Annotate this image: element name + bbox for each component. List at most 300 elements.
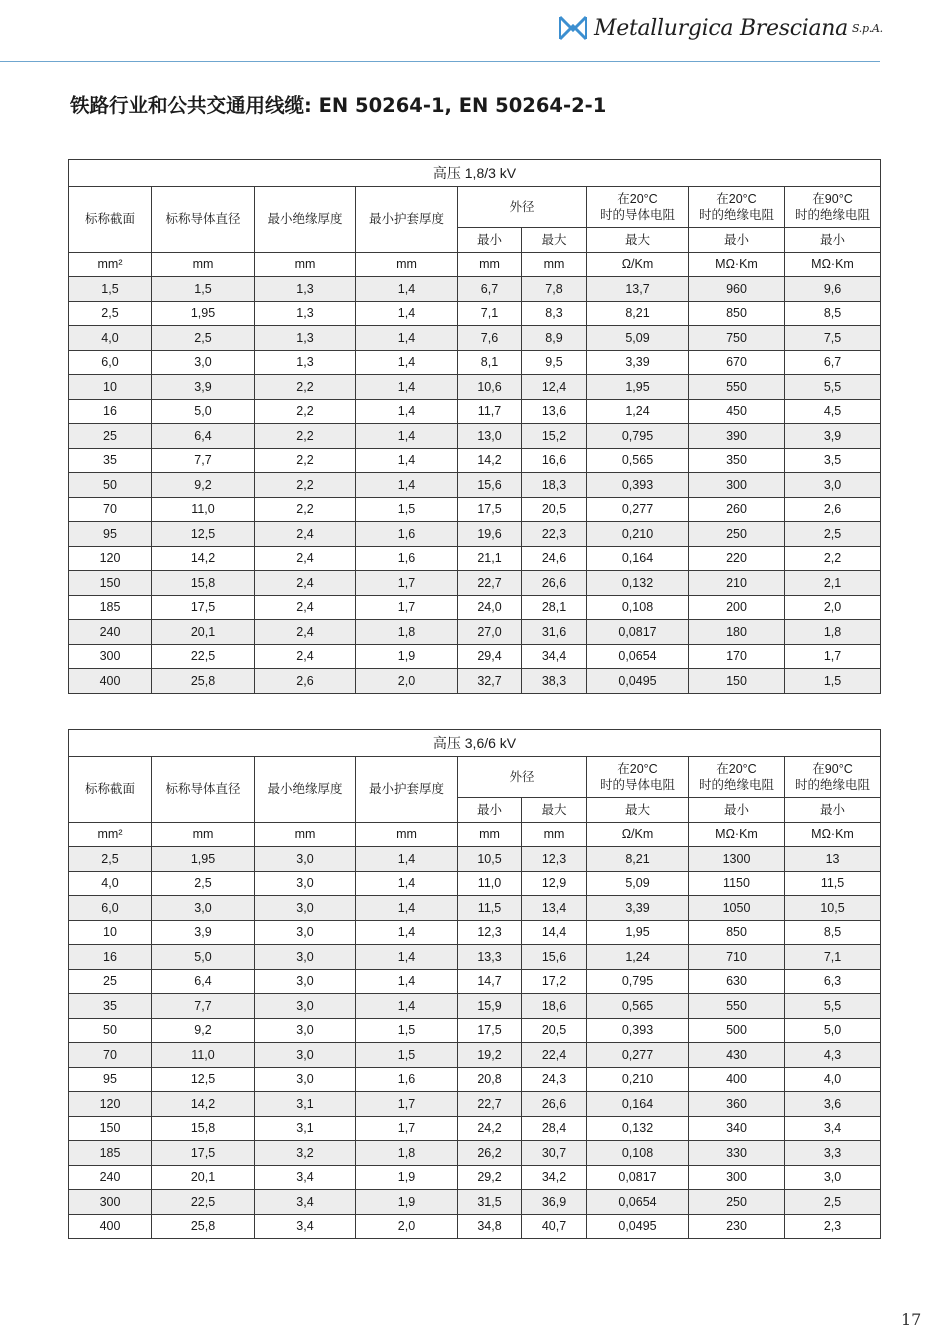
table-cell: 2,4	[255, 571, 356, 596]
table-cell: 240	[69, 1165, 152, 1190]
table-row	[69, 644, 881, 669]
table-cell: 2,2	[255, 424, 356, 449]
table-cell: 2,5	[152, 871, 255, 896]
table-cell: 6,7	[785, 350, 881, 375]
table-cell: 2,4	[255, 595, 356, 620]
table-cell: 3,1	[255, 1116, 356, 1141]
col-subheader-max: 最大	[587, 798, 689, 823]
table-cell: 4,0	[69, 871, 152, 896]
table-cell: 0,277	[587, 497, 689, 522]
table-cell: 17,5	[152, 1141, 255, 1166]
table-cell: 19,2	[458, 1043, 522, 1068]
table-cell: 450	[689, 399, 785, 424]
table-cell: 8,1	[458, 350, 522, 375]
col-header-insulation-thickness: 最小绝缘厚度	[255, 187, 356, 253]
table-cell: 2,4	[255, 522, 356, 547]
table-row	[69, 375, 881, 400]
col-header-insulation-resistance-20: 在20°C 时的绝缘电阻	[689, 187, 785, 228]
table-cell: 0,210	[587, 1067, 689, 1092]
table-row	[69, 571, 881, 596]
table-cell: 0,393	[587, 1018, 689, 1043]
table-row	[69, 669, 881, 694]
table-cell: 2,6	[255, 669, 356, 694]
table-row	[69, 847, 881, 872]
table-cell: 3,0	[255, 896, 356, 921]
table-cell: 1,5	[356, 1043, 458, 1068]
table-cell: 20,5	[522, 1018, 587, 1043]
table-cell: 1,8	[356, 1141, 458, 1166]
table-cell: 3,0	[152, 896, 255, 921]
table-cell: 0,0654	[587, 1190, 689, 1215]
table-cell: 4,0	[69, 326, 152, 351]
table-cell: 1,7	[356, 1116, 458, 1141]
col-header-outer-diameter: 外径	[458, 757, 587, 798]
table-row	[69, 448, 881, 473]
table-cell: 1,4	[356, 920, 458, 945]
table-cell: 210	[689, 571, 785, 596]
table-cell: 1,6	[356, 546, 458, 571]
table-cell: 1,3	[255, 350, 356, 375]
table-cell: 3,4	[785, 1116, 881, 1141]
table-row	[69, 350, 881, 375]
table-cell: 1,5	[152, 277, 255, 302]
table-cell: 0,132	[587, 1116, 689, 1141]
table-cell: 220	[689, 546, 785, 571]
spec-table-1-8-3kv	[68, 159, 881, 694]
table-row	[69, 1214, 881, 1239]
table-row	[69, 969, 881, 994]
table-cell: 3,0	[255, 994, 356, 1019]
table-cell: 0,164	[587, 1092, 689, 1117]
table-cell: 2,5	[152, 326, 255, 351]
table-cell: 3,0	[255, 1067, 356, 1092]
table-cell: 0,0817	[587, 620, 689, 645]
table-cell: 50	[69, 473, 152, 498]
unit-cell: MΩ·Km	[785, 252, 881, 277]
table-cell: 2,4	[255, 620, 356, 645]
table-cell: 0,0817	[587, 1165, 689, 1190]
table-row	[69, 896, 881, 921]
table-cell: 1,3	[255, 301, 356, 326]
table-cell: 2,0	[356, 1214, 458, 1239]
table-cell: 22,4	[522, 1043, 587, 1068]
table-cell: 1,4	[356, 448, 458, 473]
table-cell: 6,3	[785, 969, 881, 994]
table-cell: 15,6	[458, 473, 522, 498]
table-cell: 3,9	[785, 424, 881, 449]
table-cell: 1,4	[356, 399, 458, 424]
table-cell: 32,7	[458, 669, 522, 694]
table-cell: 10,5	[785, 896, 881, 921]
table-row	[69, 1067, 881, 1092]
table-cell: 11,5	[785, 871, 881, 896]
table-cell: 2,5	[785, 522, 881, 547]
table-cell: 1300	[689, 847, 785, 872]
table-cell: 25	[69, 969, 152, 994]
table-cell: 6,0	[69, 350, 152, 375]
table-cell: 1,4	[356, 350, 458, 375]
table-cell: 1,4	[356, 945, 458, 970]
table-cell: 17,5	[458, 1018, 522, 1043]
table-cell: 11,0	[152, 1043, 255, 1068]
table-cell: 7,7	[152, 448, 255, 473]
table-cell: 1,4	[356, 871, 458, 896]
table-cell: 12,3	[458, 920, 522, 945]
table-cell: 300	[69, 644, 152, 669]
table-cell: 22,7	[458, 571, 522, 596]
table-row	[69, 1092, 881, 1117]
table-cell: 3,0	[255, 847, 356, 872]
table-cell: 14,7	[458, 969, 522, 994]
table-cell: 9,2	[152, 1018, 255, 1043]
table-cell: 10	[69, 920, 152, 945]
table-cell: 240	[69, 620, 152, 645]
table-cell: 26,6	[522, 571, 587, 596]
table-cell: 17,5	[458, 497, 522, 522]
table-cell: 750	[689, 326, 785, 351]
table-cell: 185	[69, 1141, 152, 1166]
table-row	[69, 497, 881, 522]
unit-cell: Ω/Km	[587, 822, 689, 847]
unit-cell: Ω/Km	[587, 252, 689, 277]
table-cell: 4,0	[785, 1067, 881, 1092]
table-cell: 15,9	[458, 994, 522, 1019]
table-cell: 25,8	[152, 669, 255, 694]
table-cell: 3,0	[785, 473, 881, 498]
table-cell: 21,1	[458, 546, 522, 571]
table-cell: 30,7	[522, 1141, 587, 1166]
table-row	[69, 301, 881, 326]
table-cell: 0,164	[587, 546, 689, 571]
table-cell: 330	[689, 1141, 785, 1166]
table-cell: 1050	[689, 896, 785, 921]
table-cell: 3,4	[255, 1190, 356, 1215]
table-cell: 550	[689, 375, 785, 400]
col-header-conductor-resistance: 在20°C 时的导体电阻	[587, 187, 689, 228]
unit-cell: MΩ·Km	[689, 252, 785, 277]
col-header-insulation-thickness: 最小绝缘厚度	[255, 757, 356, 823]
table-cell: 2,2	[255, 473, 356, 498]
table-cell: 20,1	[152, 620, 255, 645]
table-cell: 260	[689, 497, 785, 522]
table-cell: 11,5	[458, 896, 522, 921]
table-cell: 31,5	[458, 1190, 522, 1215]
table-cell: 1,8	[356, 620, 458, 645]
table-cell: 28,1	[522, 595, 587, 620]
table-cell: 1,7	[356, 571, 458, 596]
table-cell: 10	[69, 375, 152, 400]
table-cell: 850	[689, 920, 785, 945]
table-row	[69, 945, 881, 970]
table-cell: 4,3	[785, 1043, 881, 1068]
table-cell: 1,95	[152, 847, 255, 872]
table-cell: 14,4	[522, 920, 587, 945]
table-cell: 95	[69, 522, 152, 547]
table-row	[69, 473, 881, 498]
table-cell: 3,39	[587, 350, 689, 375]
col-subheader-min: 最小	[785, 798, 881, 823]
table-cell: 0,0495	[587, 1214, 689, 1239]
table-cell: 3,9	[152, 920, 255, 945]
table-cell: 13,0	[458, 424, 522, 449]
table-cell: 6,4	[152, 969, 255, 994]
table-cell: 2,5	[69, 301, 152, 326]
table-cell: 20,8	[458, 1067, 522, 1092]
table-cell: 1,7	[356, 595, 458, 620]
col-subheader-max: 最大	[587, 228, 689, 253]
table-cell: 18,6	[522, 994, 587, 1019]
unit-cell: MΩ·Km	[689, 822, 785, 847]
unit-cell: mm	[152, 822, 255, 847]
table-cell: 17,2	[522, 969, 587, 994]
table-cell: 3,39	[587, 896, 689, 921]
table-cell: 1,4	[356, 301, 458, 326]
table-cell: 8,5	[785, 301, 881, 326]
table-cell: 1,4	[356, 424, 458, 449]
table-cell: 13,3	[458, 945, 522, 970]
table-cell: 13,7	[587, 277, 689, 302]
table-cell: 7,8	[522, 277, 587, 302]
col-header-insulation-resistance-90: 在90°C 时的绝缘电阻	[785, 187, 881, 228]
table-cell: 2,0	[785, 595, 881, 620]
table-cell: 250	[689, 522, 785, 547]
table-cell: 11,0	[152, 497, 255, 522]
table-cell: 8,9	[522, 326, 587, 351]
table-cell: 7,1	[458, 301, 522, 326]
table-cell: 1,6	[356, 1067, 458, 1092]
table-cell: 300	[689, 473, 785, 498]
table-cell: 0,795	[587, 424, 689, 449]
table-row	[69, 920, 881, 945]
table-cell: 2,5	[69, 847, 152, 872]
unit-cell: mm	[255, 822, 356, 847]
table-cell: 7,1	[785, 945, 881, 970]
table-cell: 29,2	[458, 1165, 522, 1190]
table-row	[69, 1141, 881, 1166]
table-cell: 1,5	[356, 497, 458, 522]
table-cell: 0,795	[587, 969, 689, 994]
table-cell: 12,4	[522, 375, 587, 400]
unit-cell: mm	[458, 252, 522, 277]
table-cell: 13,6	[522, 399, 587, 424]
table-cell: 3,6	[785, 1092, 881, 1117]
table-cell: 1,5	[69, 277, 152, 302]
table-cell: 13,4	[522, 896, 587, 921]
table-cell: 5,0	[152, 945, 255, 970]
table-cell: 1,4	[356, 969, 458, 994]
table-cell: 35	[69, 448, 152, 473]
table-cell: 24,0	[458, 595, 522, 620]
table-cell: 12,3	[522, 847, 587, 872]
brand-name: Metallurgica Bresciana	[594, 15, 848, 41]
table-cell: 25,8	[152, 1214, 255, 1239]
table-cell: 3,0	[255, 1018, 356, 1043]
table-cell: 26,6	[522, 1092, 587, 1117]
table-cell: 4,5	[785, 399, 881, 424]
table-cell: 34,4	[522, 644, 587, 669]
table-cell: 22,5	[152, 644, 255, 669]
col-header-outer-diameter: 外径	[458, 187, 587, 228]
table-cell: 50	[69, 1018, 152, 1043]
page-header	[0, 0, 947, 62]
col-header-conductor-resistance: 在20°C 时的导体电阻	[587, 757, 689, 798]
table-cell: 28,4	[522, 1116, 587, 1141]
table-cell: 1150	[689, 871, 785, 896]
table-cell: 1,95	[152, 301, 255, 326]
table-cell: 1,4	[356, 994, 458, 1019]
table-row	[69, 326, 881, 351]
table-cell: 0,0654	[587, 644, 689, 669]
page-number: 17	[901, 1310, 922, 1329]
table-cell: 7,6	[458, 326, 522, 351]
table-cell: 12,9	[522, 871, 587, 896]
col-header-conductor-diameter: 标称导体直径	[152, 187, 255, 253]
table-cell: 5,5	[785, 375, 881, 400]
table-cell: 95	[69, 1067, 152, 1092]
table-cell: 0,393	[587, 473, 689, 498]
page-title: 铁路行业和公共交通用线缆: EN 50264-1, EN 50264-2-1	[70, 94, 607, 117]
table-cell: 38,3	[522, 669, 587, 694]
table-cell: 390	[689, 424, 785, 449]
unit-cell: mm²	[69, 822, 152, 847]
table-cell: 15,8	[152, 571, 255, 596]
table-cell: 5,0	[152, 399, 255, 424]
table-cell: 2,4	[255, 546, 356, 571]
table-row	[69, 277, 881, 302]
col-header-section: 标称截面	[69, 187, 152, 253]
col-subheader-min: 最小	[458, 798, 522, 823]
table-cell: 710	[689, 945, 785, 970]
table-cell: 13	[785, 847, 881, 872]
table-cell: 7,7	[152, 994, 255, 1019]
table-cell: 3,0	[255, 871, 356, 896]
table-cell: 22,3	[522, 522, 587, 547]
table-cell: 34,8	[458, 1214, 522, 1239]
table-row	[69, 871, 881, 896]
table-cell: 15,8	[152, 1116, 255, 1141]
table-cell: 5,5	[785, 994, 881, 1019]
table-cell: 3,0	[255, 920, 356, 945]
table-cell: 350	[689, 448, 785, 473]
table-cell: 1,9	[356, 1165, 458, 1190]
table-cell: 0,277	[587, 1043, 689, 1068]
unit-cell: mm	[356, 252, 458, 277]
table-cell: 15,6	[522, 945, 587, 970]
col-subheader-min: 最小	[458, 228, 522, 253]
table-cell: 34,2	[522, 1165, 587, 1190]
table-cell: 20,5	[522, 497, 587, 522]
table-cell: 185	[69, 595, 152, 620]
table-cell: 6,7	[458, 277, 522, 302]
table-row	[69, 424, 881, 449]
table-cell: 14,2	[152, 546, 255, 571]
table-cell: 3,4	[255, 1214, 356, 1239]
table-cell: 300	[689, 1165, 785, 1190]
table-cell: 0,108	[587, 1141, 689, 1166]
unit-cell: mm	[458, 822, 522, 847]
table-cell: 1,7	[356, 1092, 458, 1117]
table-cell: 11,7	[458, 399, 522, 424]
table-cell: 16,6	[522, 448, 587, 473]
col-subheader-max: 最大	[522, 798, 587, 823]
table-cell: 8,21	[587, 301, 689, 326]
table-row	[69, 1043, 881, 1068]
table-row	[69, 522, 881, 547]
table-cell: 7,5	[785, 326, 881, 351]
table-cell: 9,6	[785, 277, 881, 302]
table-cell: 3,1	[255, 1092, 356, 1117]
table-cell: 27,0	[458, 620, 522, 645]
table-cell: 1,7	[785, 644, 881, 669]
table-cell: 3,2	[255, 1141, 356, 1166]
table-cell: 12,5	[152, 522, 255, 547]
table-cell: 630	[689, 969, 785, 994]
unit-cell: MΩ·Km	[785, 822, 881, 847]
table-cell: 3,0	[785, 1165, 881, 1190]
table-cell: 31,6	[522, 620, 587, 645]
company-logo	[558, 14, 883, 42]
spec-table-3-6-6kv	[68, 729, 881, 1239]
table-cell: 10,5	[458, 847, 522, 872]
table-cell: 24,6	[522, 546, 587, 571]
table-cell: 3,3	[785, 1141, 881, 1166]
table-row	[69, 1165, 881, 1190]
table-cell: 20,1	[152, 1165, 255, 1190]
table-cell: 1,24	[587, 945, 689, 970]
table-cell: 8,21	[587, 847, 689, 872]
table-cell: 5,09	[587, 871, 689, 896]
table-cell: 2,2	[255, 375, 356, 400]
brand-suffix: S.p.A.	[851, 21, 883, 35]
table-cell: 6,4	[152, 424, 255, 449]
table-cell: 1,4	[356, 473, 458, 498]
table-cell: 2,2	[255, 448, 356, 473]
table-cell: 6,0	[69, 896, 152, 921]
table-cell: 40,7	[522, 1214, 587, 1239]
table-cell: 340	[689, 1116, 785, 1141]
table-cell: 8,3	[522, 301, 587, 326]
table-cell: 16	[69, 399, 152, 424]
table-cell: 19,6	[458, 522, 522, 547]
table-row	[69, 1190, 881, 1215]
table-cell: 12,5	[152, 1067, 255, 1092]
table-row	[69, 620, 881, 645]
unit-cell: mm	[522, 252, 587, 277]
table-cell: 170	[689, 644, 785, 669]
table-cell: 14,2	[152, 1092, 255, 1117]
table-title: 高压 1,8/3 kV	[69, 160, 881, 187]
table-cell: 180	[689, 620, 785, 645]
col-header-section: 标称截面	[69, 757, 152, 823]
table-cell: 36,9	[522, 1190, 587, 1215]
table-cell: 9,2	[152, 473, 255, 498]
table-cell: 150	[689, 669, 785, 694]
table-cell: 5,09	[587, 326, 689, 351]
table-cell: 2,0	[356, 669, 458, 694]
table-cell: 250	[689, 1190, 785, 1215]
col-header-insulation-resistance-20: 在20°C 时的绝缘电阻	[689, 757, 785, 798]
table-cell: 360	[689, 1092, 785, 1117]
table-cell: 430	[689, 1043, 785, 1068]
table-cell: 29,4	[458, 644, 522, 669]
table-row	[69, 399, 881, 424]
unit-cell: mm	[152, 252, 255, 277]
logo-mark-icon	[558, 14, 588, 42]
table-cell: 1,5	[356, 1018, 458, 1043]
table-cell: 0,0495	[587, 669, 689, 694]
table-cell: 5,0	[785, 1018, 881, 1043]
table-cell: 3,9	[152, 375, 255, 400]
